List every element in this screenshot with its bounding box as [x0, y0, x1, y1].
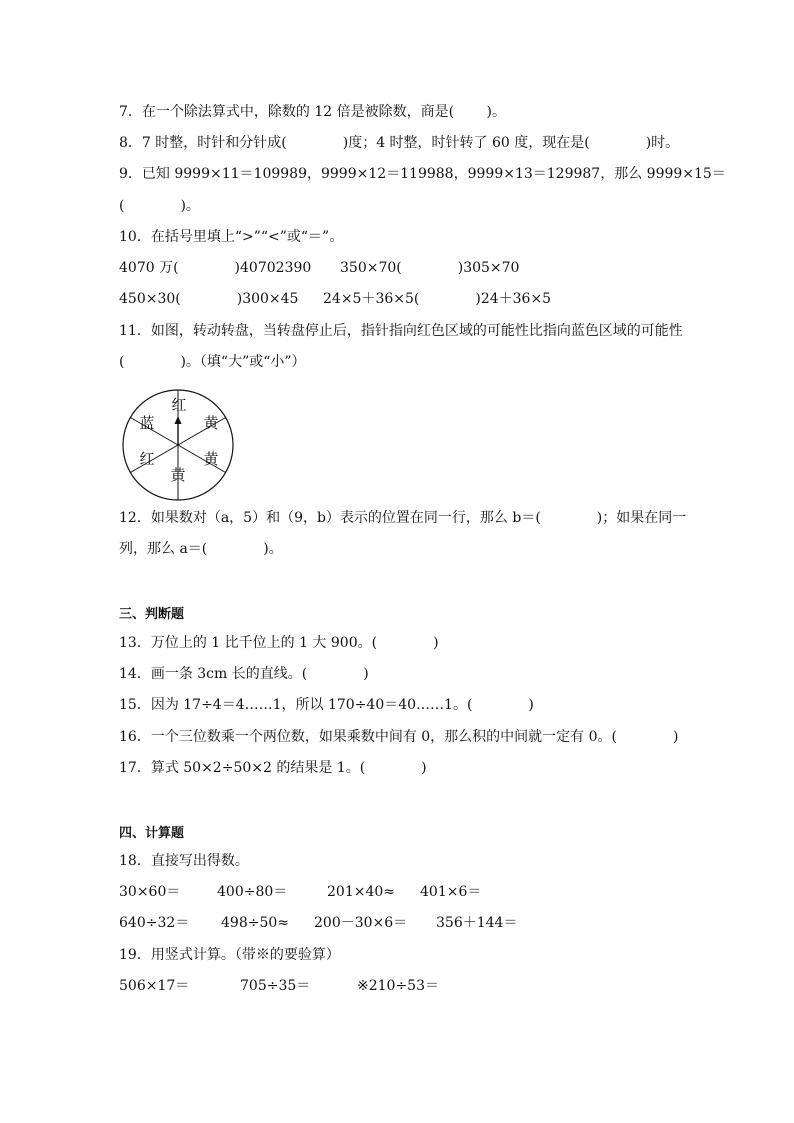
question-7: 7．在一个除法算式中，除数的 12 倍是被除数，商是( )。: [119, 104, 506, 120]
compare-item: 350×70( )305×70: [340, 260, 520, 276]
question-8: 8．7 时整，时针和分针成( )度；4 时整，时针转了 60 度，现在是( )时。: [119, 135, 680, 151]
question-19: 19．用竖式计算。（带※的要验算）: [119, 947, 340, 963]
segment-label: 红: [139, 450, 155, 468]
calc-item: 401×6＝: [420, 884, 482, 900]
question-13: 13．万位上的 1 比千位上的 1 大 900。( ): [119, 635, 439, 651]
calc-item: 356＋144＝: [436, 915, 518, 931]
calc-item: ※210÷53＝: [357, 978, 439, 994]
calc-item: 400÷80＝: [217, 884, 288, 900]
compare-item: 24×5＋36×5( )24＋36×5: [323, 291, 552, 307]
calc-item: 30×60＝: [119, 884, 181, 900]
question-16: 16．一个三位数乘一个两位数，如果乘数中间有 0，那么积的中间就一定有 0。( ): [119, 729, 679, 745]
calc-item: 200－30×6＝: [314, 915, 408, 931]
calc-item: 640÷32＝: [119, 915, 190, 931]
question-12-continued: 列，那么 a＝( )。: [119, 541, 283, 557]
question-11: 11．如图，转动转盘，当转盘停止后，指针指向红色区域的可能性比指向蓝色区域的可能性: [119, 323, 683, 339]
question-10-row-1: [0, 258, 794, 278]
spinner-diagram: [121, 388, 235, 502]
question-18-row-2: [0, 913, 794, 933]
segment-label: 黄: [203, 450, 219, 468]
segment-label: 黄: [170, 466, 186, 484]
question-15: 15．因为 17÷4＝4……1，所以 170÷40＝40……1。( ): [119, 697, 534, 713]
question-9: 9．已知 9999×11＝109989，9999×12＝119988，9999×13＝129987，那么 9999×15＝: [119, 166, 726, 182]
segment-label: 红: [171, 396, 187, 414]
calc-item: 506×17＝: [119, 978, 190, 994]
compare-item: 4070 万( )40702390: [119, 260, 312, 276]
question-9-answer: ( )。: [119, 198, 200, 214]
question-18-row-1: [0, 882, 794, 902]
calc-item: 498÷50≈: [221, 915, 289, 931]
question-18: 18．直接写出得数。: [119, 853, 249, 869]
section-3-title: 三、判断题: [119, 607, 185, 622]
question-17: 17．算式 50×2÷50×2 的结果是 1。( ): [119, 760, 427, 776]
segment-label: 蓝: [139, 414, 155, 432]
segment-label: 黄: [203, 414, 219, 432]
question-10: 10．在括号里填上“>”“<”或“＝”。: [119, 229, 344, 245]
compare-item: 450×30( )300×45: [119, 291, 299, 307]
question-14: 14．画一条 3cm 长的直线。( ): [119, 666, 369, 682]
question-10-row-2: [0, 289, 794, 309]
section-4-title: 四、计算题: [119, 826, 185, 841]
question-11-answer: ( )。（填“大”或“小”）: [119, 354, 306, 370]
calc-item: 201×40≈: [327, 884, 395, 900]
question-12: 12．如果数对（a，5）和（9，b）表示的位置在同一行，那么 b＝( )；如果在同一: [119, 510, 687, 526]
calc-item: 705÷35＝: [240, 978, 311, 994]
question-19-row: [0, 976, 794, 996]
